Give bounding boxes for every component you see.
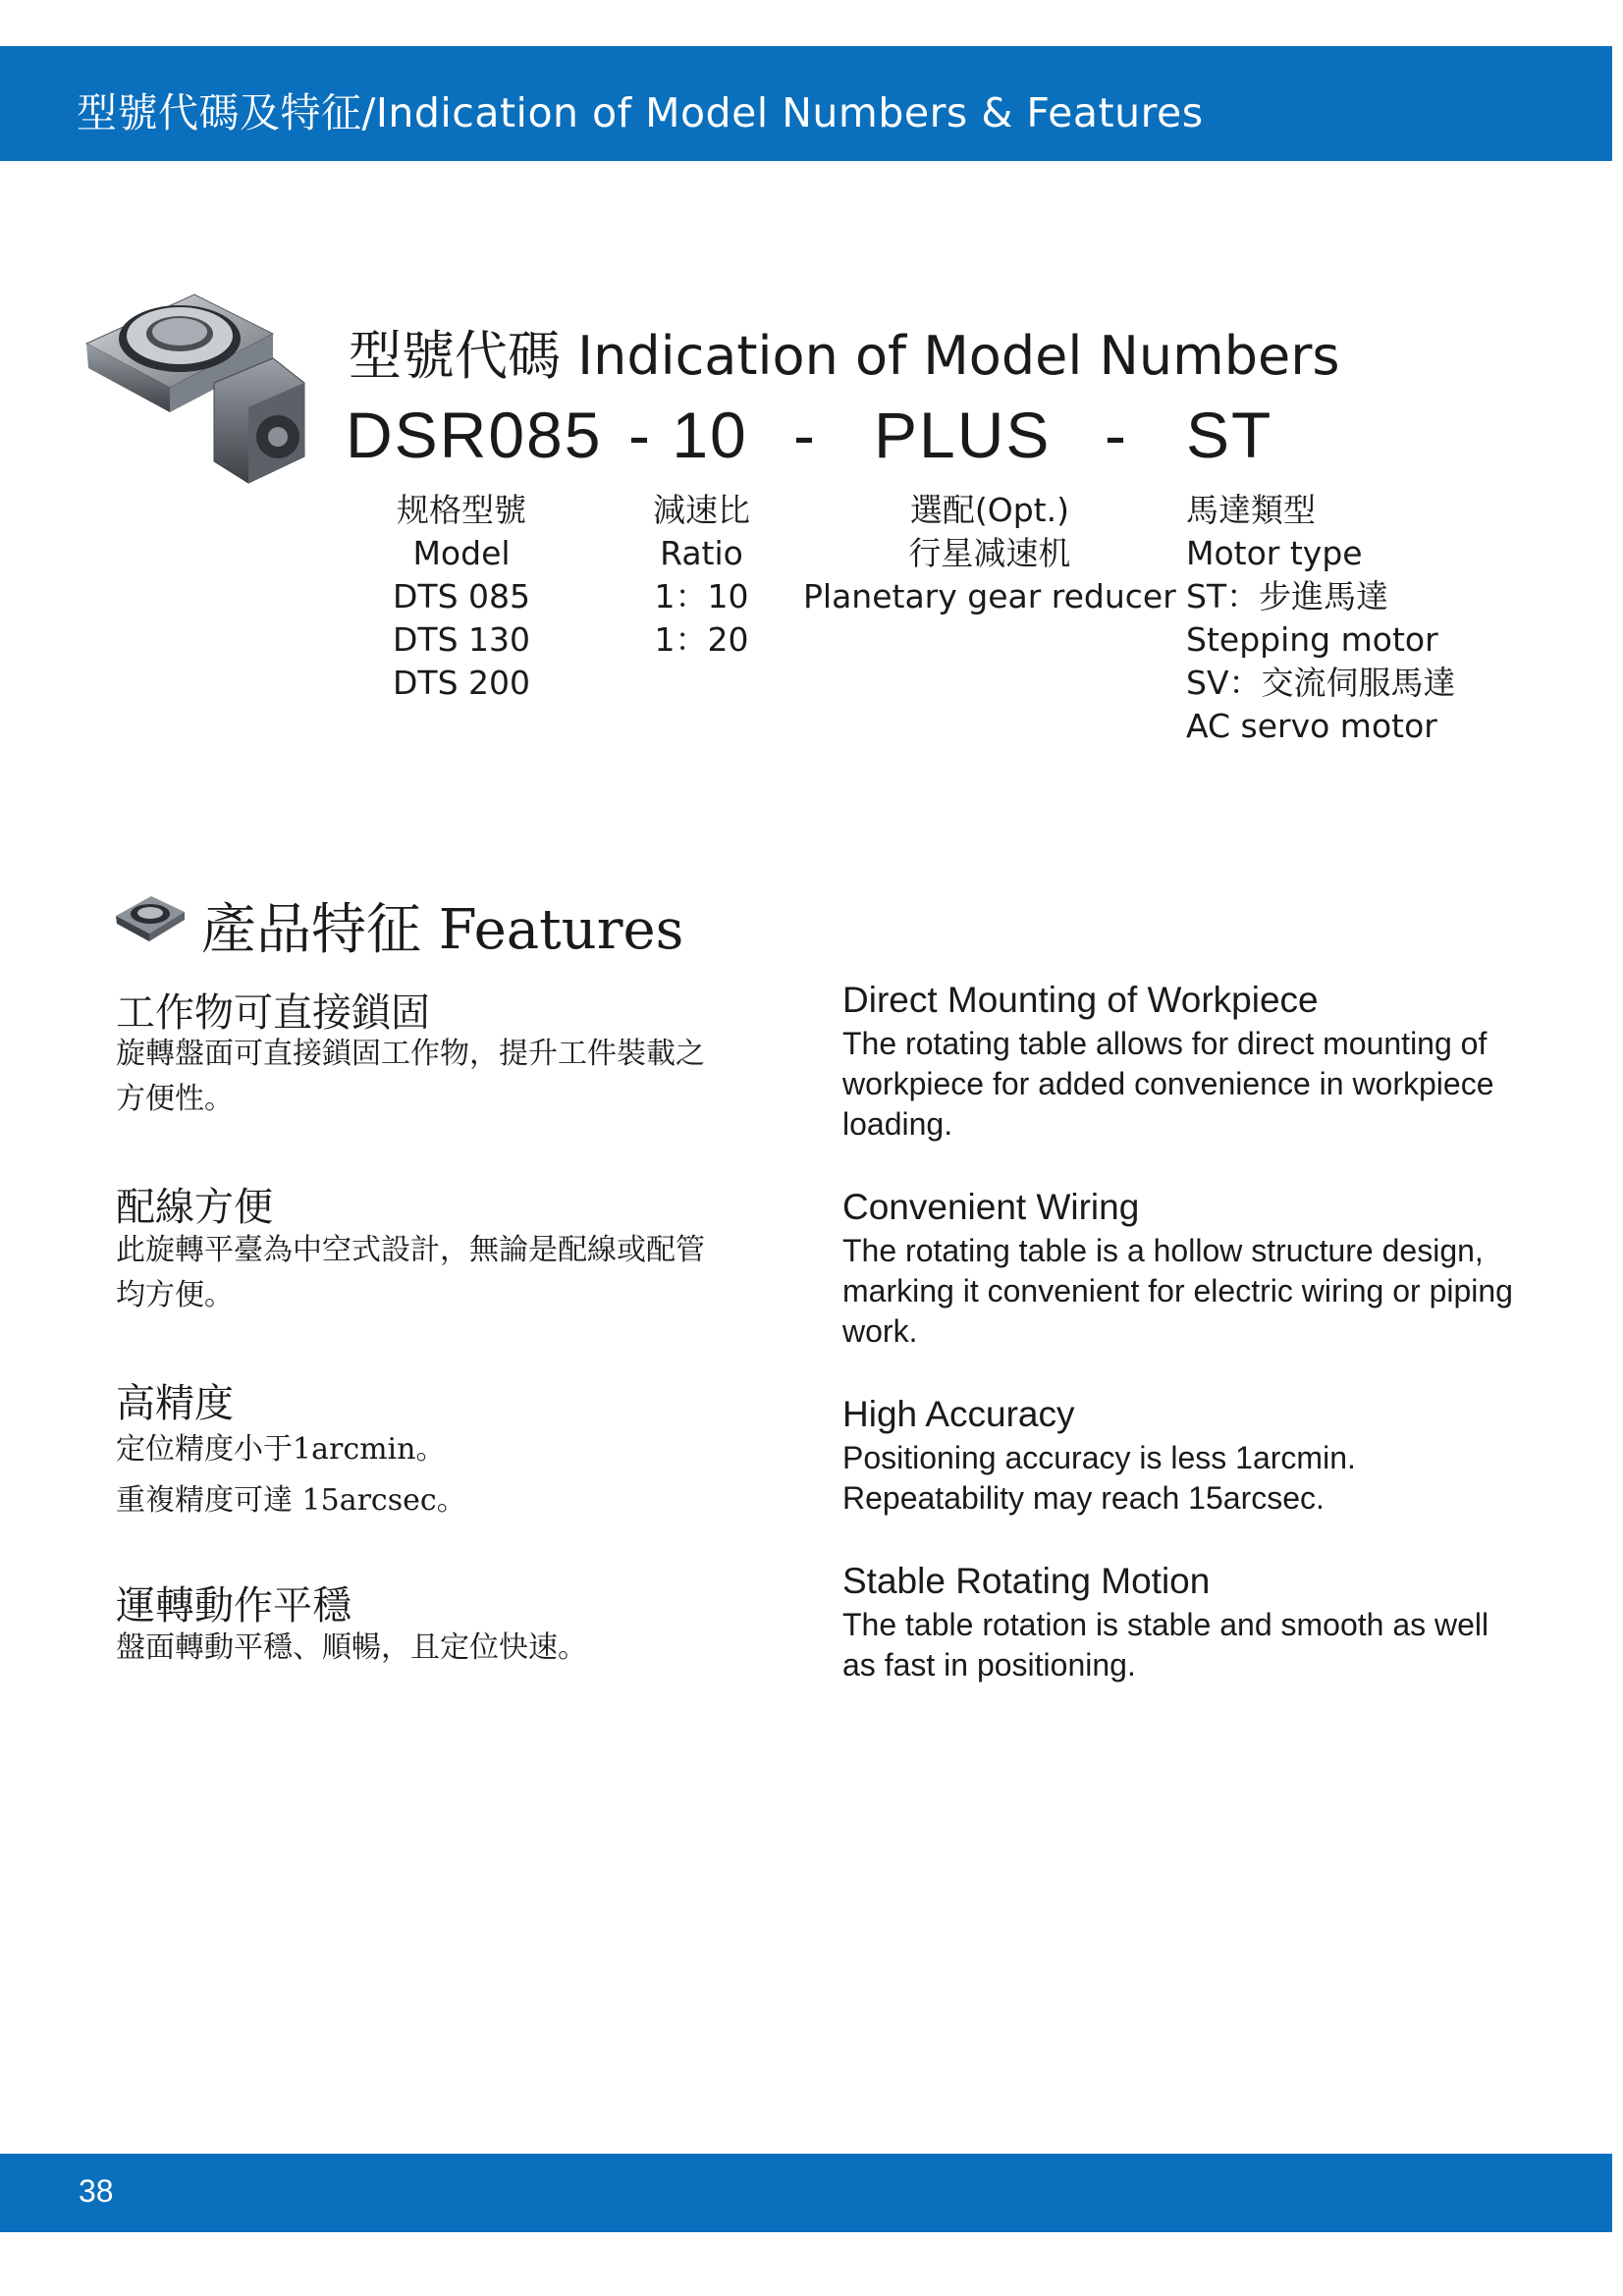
feature-zh-line: 定位精度小于1arcmin。 <box>116 1432 446 1467</box>
option-column-line: Planetary gear reducer <box>803 577 1176 615</box>
feature-zh-body <box>116 1424 784 1526</box>
feature-en-title: High Accuracy <box>842 1394 1075 1434</box>
option-column <box>803 489 1176 618</box>
rotary-table-image <box>77 275 312 491</box>
feature-en-line: as fast in positioning. <box>842 1647 1136 1682</box>
option-column-line: 行星减速机 <box>908 534 1071 572</box>
feature-en-body <box>842 1438 1530 1519</box>
ratio-column-line: 1：10 <box>654 577 749 615</box>
motor-column-line: 馬達類型 <box>1186 491 1316 529</box>
code-separator: - <box>793 399 817 471</box>
ratio-column-line: 減速比 <box>653 491 750 529</box>
code-option: PLUS <box>874 399 1052 471</box>
feature-en-title: Stable Rotating Motion <box>842 1561 1211 1601</box>
feature-en-body <box>842 1605 1530 1685</box>
feature-zh-title: 配線方便 <box>116 1185 273 1230</box>
feature-zh-body <box>116 1032 784 1122</box>
feature-en-line: marking it convenient for electric wiring or piping <box>842 1273 1513 1308</box>
feature-zh-line: 重複精度可達 15arcsec。 <box>116 1483 466 1518</box>
ratio-column-line: 1：20 <box>654 620 749 659</box>
feature-zh-line: 均方便。 <box>116 1278 234 1312</box>
feature-en-body <box>842 1231 1530 1352</box>
code-separator: - <box>1105 399 1128 471</box>
motor-column <box>1186 489 1456 748</box>
feature-zh-line: 方便性。 <box>116 1082 234 1116</box>
motor-column-line: AC servo motor <box>1186 707 1437 745</box>
feature-zh-line: 盤面轉動平穩、順暢，且定位快速。 <box>116 1630 587 1665</box>
feature-zh-title: 高精度 <box>116 1381 234 1426</box>
code-motor: ST <box>1186 399 1273 471</box>
model-column-line: 规格型號 <box>397 491 526 529</box>
model-column <box>393 489 530 705</box>
feature-en-line: Repeatability may reach 15arcsec. <box>842 1480 1325 1516</box>
feature-en-line: The rotating table is a hollow structure design, <box>842 1233 1484 1268</box>
feature-en-body <box>842 1024 1530 1145</box>
rotary-table-icon <box>114 888 187 943</box>
feature-zh-title: 運轉動作平穩 <box>116 1583 352 1629</box>
feature-en-line: The rotating table allows for direct mounting of <box>842 1026 1488 1061</box>
page-number: 38 <box>79 2173 114 2209</box>
feature-en-line: loading. <box>842 1106 953 1142</box>
feature-en-line: workpiece for added convenience in workpiece <box>842 1066 1494 1101</box>
features-heading: 產品特征 Features <box>201 898 684 962</box>
ratio-column <box>653 489 750 662</box>
feature-zh-body <box>116 1228 784 1318</box>
model-numbers-heading: 型號代碼 Indication of Model Numbers <box>349 325 1340 387</box>
feature-zh-body <box>116 1626 784 1671</box>
code-model: DSR085 <box>346 399 603 471</box>
option-column-line: 選配(Opt.) <box>909 491 1069 529</box>
motor-column-line: ST：步進馬達 <box>1186 577 1389 615</box>
motor-column-line: Stepping motor <box>1186 620 1438 659</box>
ratio-column-line: Ratio <box>660 534 743 572</box>
code-ratio: - 10 <box>628 399 748 471</box>
model-column-line: DTS 085 <box>393 577 530 615</box>
model-column-line: DTS 130 <box>393 620 530 659</box>
feature-zh-line: 此旋轉平臺為中空式設計，無論是配線或配管 <box>116 1233 705 1267</box>
footer-bar <box>0 2154 1612 2232</box>
motor-column-line: SV：交流伺服馬達 <box>1186 664 1456 702</box>
motor-column-line: Motor type <box>1186 534 1363 572</box>
feature-en-line: Positioning accuracy is less 1arcmin. <box>842 1440 1356 1475</box>
feature-en-title: Convenient Wiring <box>842 1187 1140 1227</box>
model-column-line: Model <box>412 534 511 572</box>
feature-zh-line: 旋轉盤面可直接鎖固工作物，提升工件裝載之 <box>116 1037 705 1071</box>
feature-en-line: work. <box>842 1313 918 1349</box>
page-header-title: 型號代碼及特征/Indication of Model Numbers & Features <box>77 89 1204 136</box>
model-column-line: DTS 200 <box>393 664 530 702</box>
feature-en-title: Direct Mounting of Workpiece <box>842 980 1319 1020</box>
feature-en-line: The table rotation is stable and smooth as well <box>842 1607 1489 1642</box>
feature-zh-title: 工作物可直接鎖固 <box>116 990 430 1036</box>
